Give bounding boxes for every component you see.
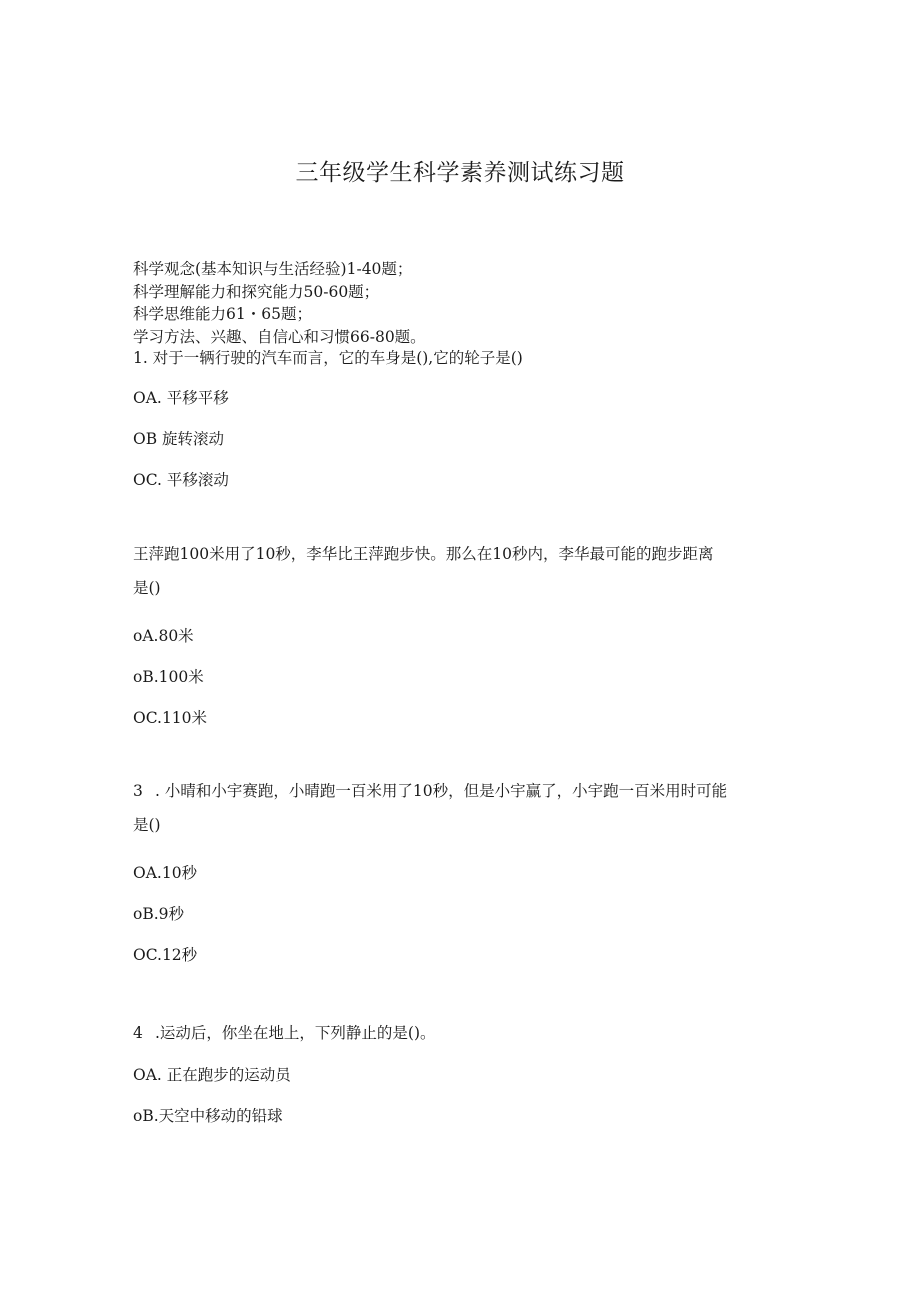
question-4-stem: [133, 1022, 436, 1044]
question-1-option-a[interactable]: OA. 平移平移: [133, 389, 229, 407]
intro-section: [133, 258, 813, 348]
question-3-stem: [133, 774, 793, 842]
question-3-option-a[interactable]: OA.10秒: [133, 864, 198, 882]
question-2-stem-line-1: 王萍跑100米用了10秒，李华比王萍跑步快。那么在10秒内，李华最可能的跑步距离: [133, 545, 714, 563]
intro-line-1: 科学观念(基本知识与生活经验)1-40题；: [133, 260, 413, 278]
question-3-stem-text: . 小晴和小宇赛跑，小晴跑一百米用了10秒，但是小宇赢了，小宇跑一百米用时可能: [155, 782, 728, 800]
question-2-option-c[interactable]: OC.110米: [133, 709, 208, 727]
question-3-option-c[interactable]: OC.12秒: [133, 946, 198, 964]
question-2-option-b[interactable]: oB.100米: [133, 668, 204, 686]
intro-line-3: 科学思维能力61・65题；: [133, 305, 312, 323]
intro-line-4: 学习方法、兴趣、自信心和习惯66-80题。: [133, 327, 426, 346]
question-4-option-b[interactable]: oB.天空中移动的铅球: [133, 1107, 283, 1125]
question-1-stem: 1. 对于一辆行驶的汽车而言，它的车身是(),它的轮子是(): [133, 349, 523, 367]
question-3-stem-line-1: [133, 774, 793, 808]
question-3-option-b[interactable]: oB.9秒: [133, 905, 185, 923]
intro-line-2: 科学理解能力和探究能力50-60题；: [133, 282, 380, 301]
question-1-option-b[interactable]: OB 旋转滚动: [133, 430, 225, 448]
page-title: 三年级学生科学素养测试练习题: [295, 160, 625, 186]
question-3-number: 3: [133, 782, 143, 800]
question-2-option-a[interactable]: oA.80米: [133, 627, 194, 645]
question-2-stem: [133, 537, 793, 605]
question-2-stem-line-2: 是(): [133, 579, 161, 597]
question-4-option-a[interactable]: OA. 正在跑步的运动员: [133, 1066, 291, 1084]
question-4-number: 4: [133, 1024, 143, 1042]
question-4-stem-text: .运动后，你坐在地上，下列静止的是()。: [155, 1024, 436, 1042]
question-1-option-c[interactable]: OC. 平移滚动: [133, 471, 229, 489]
question-3-stem-line-2: 是(): [133, 816, 161, 834]
